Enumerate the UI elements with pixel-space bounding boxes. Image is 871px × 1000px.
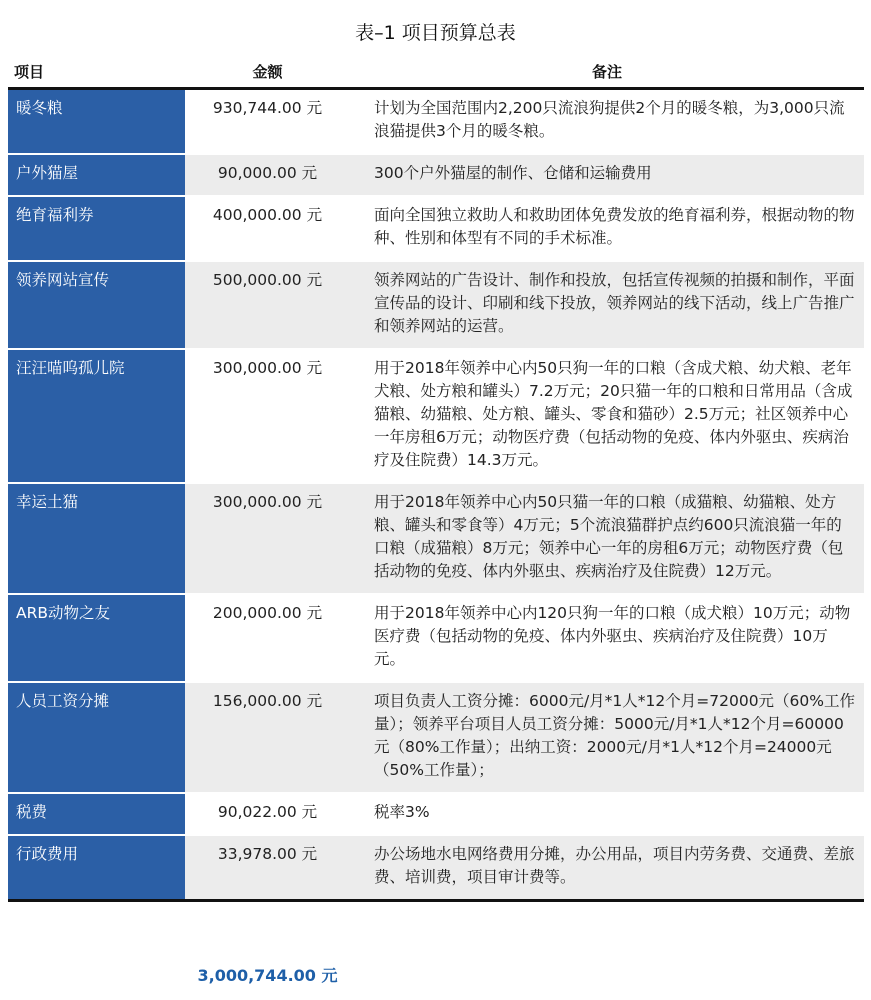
page-title: 表–1 项目预算总表 [355, 22, 516, 44]
row-note: 办公场地水电网络费用分摊，办公用品，项目内劳务费、交通费、差旅费、培训费，项目审计费等。 [350, 835, 864, 901]
row-amount: 500,000.00 元 [185, 261, 350, 349]
table-row [8, 793, 864, 835]
row-note: 计划为全国范围内2,200只流浪狗提供2个月的暖冬粮，为3,000只流浪猫提供3个月的暖冬粮。 [350, 89, 864, 155]
row-note: 用于2018年领养中心内120只狗一年的口粮（成犬粮）10万元；动物医疗费（包括动物的免疫、体内外驱虫、疾病治疗及住院费）10万元。 [350, 594, 864, 682]
row-note: 领养网站的广告设计、制作和投放，包括宣传视频的拍摄和制作，平面宣传品的设计、印刷和线下投放，领养网站的线下活动，线上广告推广和领养网站的运营。 [350, 261, 864, 349]
table-row [8, 682, 864, 793]
table-row [8, 483, 864, 594]
table-row [8, 835, 864, 901]
budget-table [8, 55, 864, 902]
row-item: 领养网站宣传 [8, 261, 185, 349]
header-amount: 金额 [185, 55, 350, 89]
row-note: 用于2018年领养中心内50只狗一年的口粮（含成犬粮、幼犬粮、老年犬粮、处方粮和罐头）7.2万元；20只猫一年的口粮和日常用品（含成猫粮、幼猫粮、处方粮、罐头、零食和猫砂）2.5万元；社区领养中心一年房租6万元；动物医疗费（包括动物的免疫、体内外驱虫、疾病治疗及住院费）14.3万元。 [350, 349, 864, 483]
row-note: 面向全国独立救助人和救助团体免费发放的绝育福利券，根据动物的物种、性别和体型有不同的手术标准。 [350, 196, 864, 261]
row-item: 暖冬粮 [8, 89, 185, 155]
total-amount: 3,000,744.00 元 [197, 966, 338, 985]
table-row [8, 349, 864, 483]
row-note: 300个户外猫屋的制作、仓储和运输费用 [350, 154, 864, 196]
row-amount: 400,000.00 元 [185, 196, 350, 261]
row-amount: 90,000.00 元 [185, 154, 350, 196]
row-amount: 90,022.00 元 [185, 793, 350, 835]
table-row [8, 154, 864, 196]
row-amount: 300,000.00 元 [185, 483, 350, 594]
row-amount: 930,744.00 元 [185, 89, 350, 155]
row-amount: 33,978.00 元 [185, 835, 350, 901]
row-note: 税率3% [350, 793, 864, 835]
header-note: 备注 [350, 55, 864, 89]
row-item: 行政费用 [8, 835, 185, 901]
row-item: 幸运土猫 [8, 483, 185, 594]
row-amount: 200,000.00 元 [185, 594, 350, 682]
row-note: 项目负责人工资分摊：6000元/月*1人*12个月=72000元（60%工作量）；领养平台项目人员工资分摊：5000元/月*1人*12个月=60000元（80%工作量）；出纳工资：2000元/月*1人*12个月=24000元（50%工作量）； [350, 682, 864, 793]
row-amount: 156,000.00 元 [185, 682, 350, 793]
row-note: 用于2018年领养中心内50只猫一年的口粮（成猫粮、幼猫粮、处方粮、罐头和零食等）4万元；5个流浪猫群护点约600只流浪猫一年的口粮（成猫粮）8万元；领养中心一年的房租6万元；动物医疗费（包括动物的免疫、体内外驱虫、疾病治疗及住院费）12万元。 [350, 483, 864, 594]
row-item: 税费 [8, 793, 185, 835]
header-item: 项目 [8, 55, 185, 89]
row-item: ARB动物之友 [8, 594, 185, 682]
row-item: 户外猫屋 [8, 154, 185, 196]
row-item: 人员工资分摊 [8, 682, 185, 793]
table-row [8, 89, 864, 155]
table-row [8, 196, 864, 261]
table-header-row [8, 55, 864, 89]
table-row [8, 261, 864, 349]
row-item: 汪汪喵呜孤儿院 [8, 349, 185, 483]
row-item: 绝育福利券 [8, 196, 185, 261]
row-amount: 300,000.00 元 [185, 349, 350, 483]
table-row [8, 594, 864, 682]
